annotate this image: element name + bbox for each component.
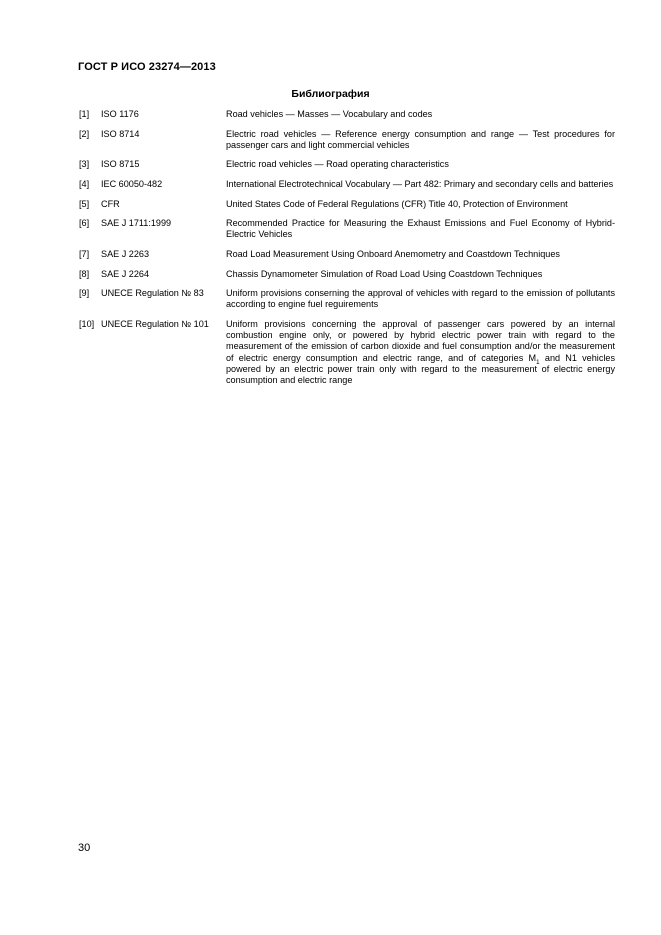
bibliography-entry xyxy=(79,129,615,151)
entry-title: Recommended Practice for Measuring the Exhaust Emissions and Fuel Economy of Hybrid-Electric Vehicles xyxy=(226,218,615,240)
entry-standard-code: ISO 8715 xyxy=(101,159,140,170)
bibliography-title: Библиография xyxy=(291,88,370,100)
page-number: 30 xyxy=(78,842,91,854)
entry-number: [2] xyxy=(79,128,90,139)
entry-standard-code: SAE J 2263 xyxy=(101,248,150,259)
entry-standard-code: SAE J 1711:1999 xyxy=(101,218,172,229)
entry-standard-code: IEC 60050-482 xyxy=(101,178,163,189)
entry-title: Electric road vehicles — Reference energy consumption and range — Test procedures for passenger cars and light commercial vehicles xyxy=(226,128,615,150)
entry-standard-code: SAE J 2264 xyxy=(101,268,150,279)
entry-standard-code: UNECE Regulation № 83 xyxy=(101,288,204,299)
bibliography-entry xyxy=(79,319,615,386)
bibliography-entry xyxy=(79,199,615,210)
entry-title xyxy=(226,319,615,386)
bibliography-entry xyxy=(79,249,615,260)
document-header: ГОСТ Р ИСО 23274—2013 xyxy=(78,61,216,73)
bibliography-entry xyxy=(79,109,615,120)
entry-number: [3] xyxy=(79,159,90,170)
entry-title-part2: and N1 vehicles powered by an electric power train only with regard to the measurement of electric energy consumption and electric range xyxy=(226,352,615,385)
entry-title: Uniform provisions conserning the approval of vehicles with regard to the emission of pollutants according to engine fuel reguirements xyxy=(226,288,615,310)
entry-number: [4] xyxy=(79,178,90,189)
bibliography-entry xyxy=(79,218,615,240)
entry-number: [6] xyxy=(79,218,90,229)
entry-number: [8] xyxy=(79,268,90,279)
bibliography-entry xyxy=(79,288,615,310)
bibliography-entry xyxy=(79,269,615,280)
bibliography-entry xyxy=(79,159,615,170)
entry-number: [10] xyxy=(79,318,95,329)
entry-title: International Electrotechnical Vocabulary — Part 482: Primary and secondary cells and batteries xyxy=(226,178,614,189)
entry-number: [5] xyxy=(79,198,90,209)
entry-title-part1: Uniform provisions concerning the approval of passenger cars powered by an internal combustion engine only, or powered by hybrid electric power train with regard to the measurement of the emission of carbon dioxide and fuel consumption and/or the measurement of electric energy consumption and electric range, and of categories M xyxy=(226,318,615,363)
entry-number: [1] xyxy=(79,109,90,119)
entry-title: Road Load Measurement Using Onboard Anemometry and Coastdown Techniques xyxy=(226,248,560,259)
entry-title: Road vehicles — Masses — Vocabulary and codes xyxy=(226,109,433,119)
entry-number: [9] xyxy=(79,288,90,299)
bibliography-list xyxy=(79,109,615,395)
entry-title: Electric road vehicles — Road operating characteristics xyxy=(226,159,449,170)
entry-standard-code: ISO 1176 xyxy=(101,109,139,119)
entry-title: Chassis Dynamometer Simulation of Road Load Using Coastdown Techniques xyxy=(226,268,543,279)
category-subscript: 1 xyxy=(536,358,540,366)
entry-standard-code: ISO 8714 xyxy=(101,128,140,139)
entry-standard-code: CFR xyxy=(101,198,120,209)
entry-number: [7] xyxy=(79,248,90,259)
entry-standard-code: UNECE Regulation № 101 xyxy=(101,318,209,329)
bibliography-entry xyxy=(79,179,615,190)
entry-title: United States Code of Federal Regulations (CFR) Title 40, Protection of Environment xyxy=(226,198,568,209)
